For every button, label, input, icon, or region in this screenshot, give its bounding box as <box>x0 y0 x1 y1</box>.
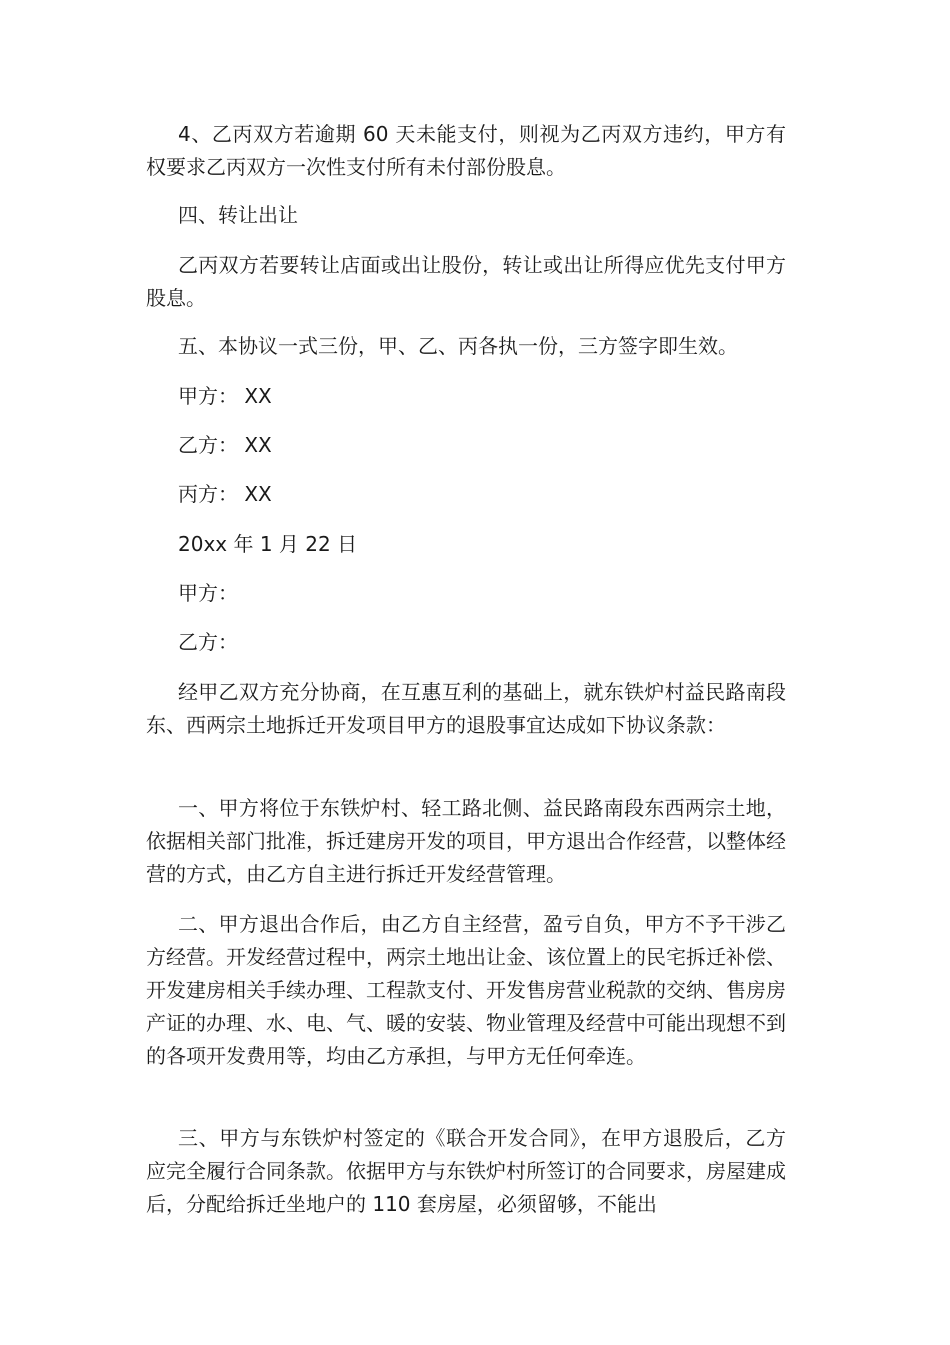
paragraph-copies: 五、本协议一式三份，甲、乙、丙各执一份，三方签字即生效。 <box>178 334 738 358</box>
paragraph-payment-default: 4、乙丙双方若逾期 60 天未能支付，则视为乙丙双方违约，甲方有权要求乙丙双方一次性支付所有未付部份股息。 <box>146 122 786 179</box>
signature-party-a: 甲方： <box>178 581 238 605</box>
clause-one: 一、甲方将位于东铁炉村、轻工路北侧、益民路南段东西两宗土地，依据相关部门批准，拆迁建房开发的项目，甲方退出合作经营，以整体经营的方式，由乙方自主进行拆迁开发经营管理。 <box>146 796 786 886</box>
signature-party-b: 乙方： <box>178 630 238 654</box>
section-heading-transfer: 四、转让出让 <box>178 203 298 227</box>
paragraph-intro: 经甲乙双方充分协商，在互惠互利的基础上，就东铁炉村益民路南段东、西两宗土地拆迁开发项目甲方的退股事宜达成如下协议条款： <box>146 680 786 737</box>
paragraph-transfer: 乙丙双方若要转让店面或出让股份，转让或出让所得应优先支付甲方股息。 <box>146 253 786 310</box>
party-a-line: 甲方： XX <box>178 384 272 408</box>
party-b-line: 乙方： XX <box>178 433 272 457</box>
date-line: 20xx 年 1 月 22 日 <box>178 532 358 556</box>
clause-two: 二、甲方退出合作后，由乙方自主经营，盈亏自负，甲方不予干涉乙方经营。开发经营过程中，两宗土地出让金、该位置上的民宅拆迁补偿、开发建房相关手续办理、工程款支付、开发售房营业税款的交纳、售房房产证的办理、水、电、气、暖的安装、物业管理及经营中可能出现想不到的各项开发费用等，均由乙方承担，与甲方无任何牵连。 <box>146 912 786 1068</box>
party-c-line: 丙方： XX <box>178 482 272 506</box>
clause-three: 三、甲方与东铁炉村签定的《联合开发合同》，在甲方退股后，乙方应完全履行合同条款。依据甲方与东铁炉村所签订的合同要求，房屋建成后，分配给拆迁坐地户的 110 套房屋，必须留够，不能出 <box>146 1126 786 1216</box>
